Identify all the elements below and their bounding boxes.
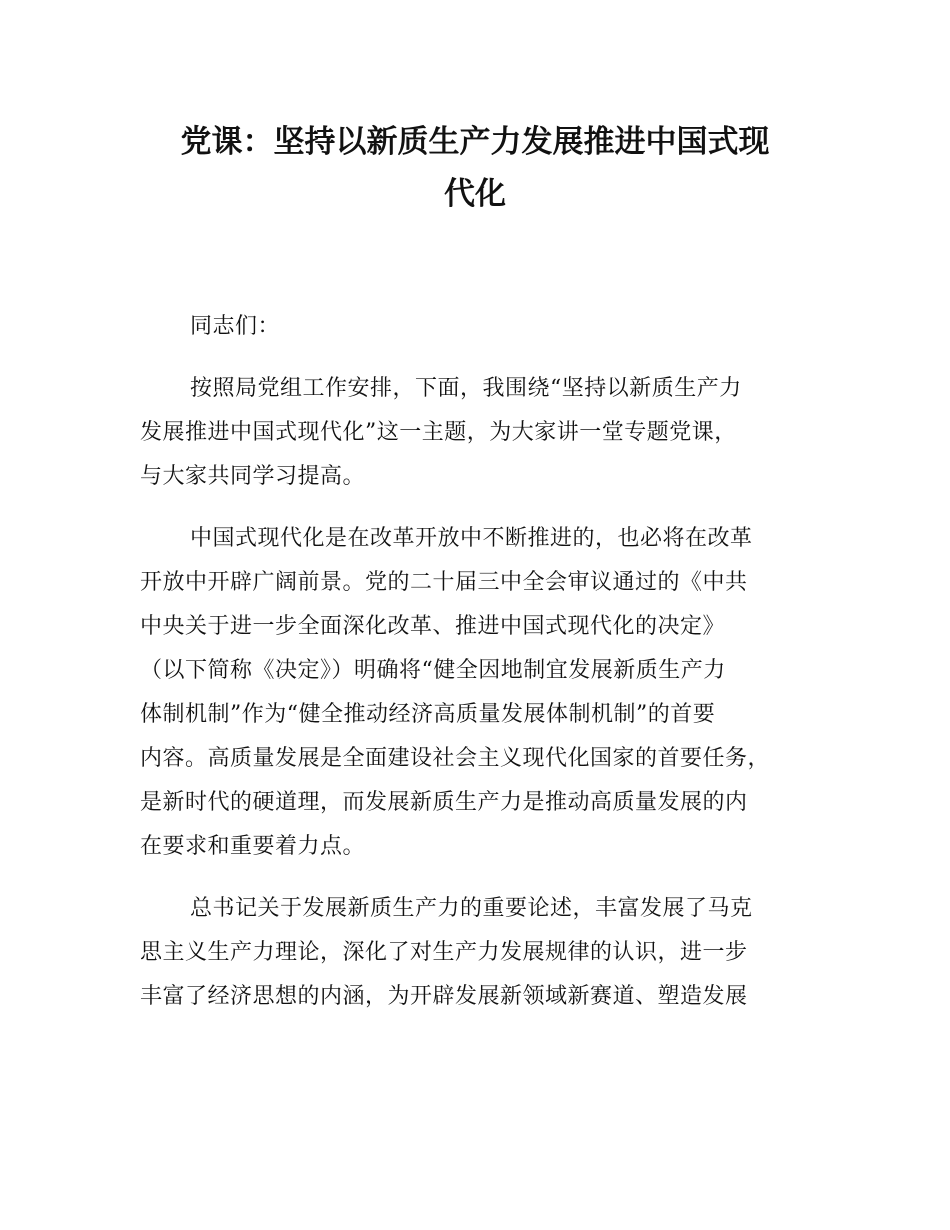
paragraph-line: 丰富了经济思想的内涵，为开辟发展新领域新赛道、塑造发展 — [140, 984, 748, 1009]
paragraph-line: 体制机制”作为“健全推动经济高质量发展体制机制”的首要 — [140, 702, 716, 727]
paragraph-line: 中央关于进一步全面深化改革、推进中国式现代化的决定》 — [140, 614, 726, 639]
paragraph-line: 按照局党组工作安排，下面，我围绕“坚持以新质生产力 — [190, 376, 742, 401]
paragraph-line: 总书记关于发展新质生产力的重要论述，丰富发展了马克 — [190, 896, 753, 921]
paragraph-3 — [140, 887, 840, 1019]
paragraph-line: 内容。高质量发展是全面建设社会主义现代化国家的首要任务， — [140, 746, 771, 771]
paragraph-line: 发展推进中国式现代化”这一主题，为大家讲一堂专题党课， — [140, 420, 737, 445]
paragraph-line: 中国式现代化是在改革开放中不断推进的，也必将在改革 — [190, 526, 753, 551]
paragraph-line: 开放中开辟广阔前景。党的二十届三中全会审议通过的《中共 — [140, 570, 748, 595]
title-line-1: 党课：坚持以新质生产力发展推进中国式现 — [180, 124, 770, 160]
salutation — [140, 305, 840, 349]
salutation-text: 同志们： — [190, 314, 281, 339]
paragraph-line: 与大家共同学习提高。 — [140, 464, 366, 489]
paragraph-2 — [140, 517, 840, 869]
title-line-2: 代化 — [444, 176, 506, 212]
paragraph-line: 是新时代的硬道理，而发展新质生产力是推动高质量发展的内 — [140, 790, 748, 815]
paragraph-line: （以下简称《决定》）明确将“健全因地制宜发展新质生产力 — [140, 658, 726, 683]
paragraph-line: 思主义生产力理论，深化了对生产力发展规律的认识，进一步 — [140, 940, 748, 965]
document-title — [140, 116, 810, 220]
paragraph-line: 在要求和重要着力点。 — [140, 834, 366, 859]
paragraph-1 — [140, 367, 840, 499]
document-body — [140, 305, 840, 1037]
